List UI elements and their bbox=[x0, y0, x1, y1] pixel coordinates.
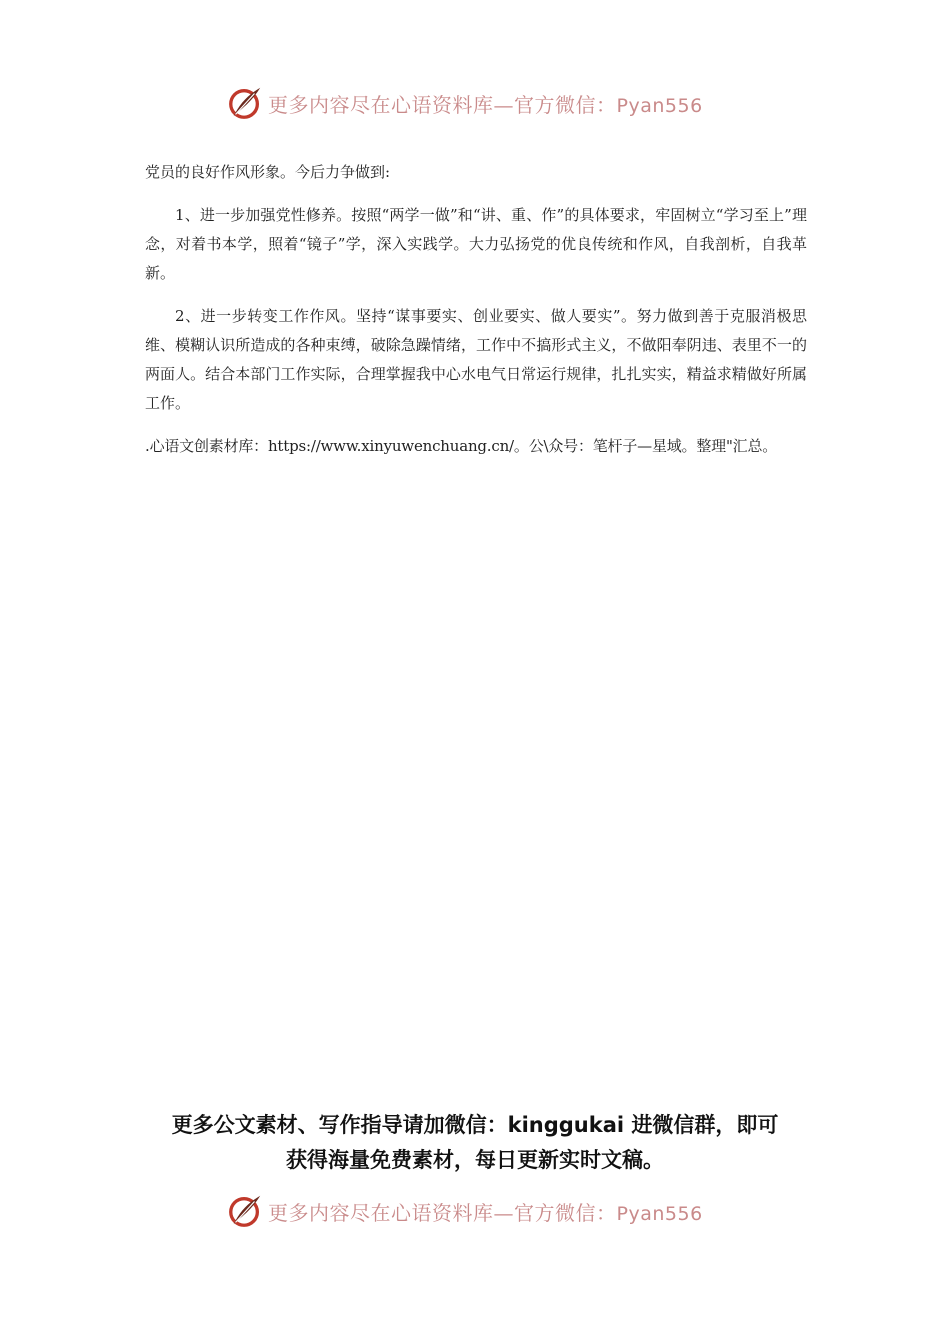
paragraph-item-2: 2、进一步转变工作作风。坚持“谋事要实、创业要实、做人要实”。努力做到善于克服消极思维、模糊认识所造成的各种束缚，破除急躁情绪，工作中不搞形式主义，不做阳奉阴违、表里不一的两面人。结合本部门工作实际，合理掌握我中心水电气日常运行规律，扎扎实实，精益求精做好所属工作。 bbox=[145, 307, 807, 412]
paragraph-item-1: 1、进一步加强党性修养。按照“两学一做”和“讲、重、作”的具体要求，牢固树立“学习至上”理念，对着书本学，照着“镜子”学，深入实践学。大力弘扬党的优良传统和作风，自我剖析，自我革新。 bbox=[145, 206, 807, 282]
banner-text: 更多内容尽在心语资料库—官方微信：Pyan556 bbox=[268, 1200, 703, 1225]
source-note: .心语文创素材库：https://www.xinyuwenchuang.cn/。公\众号：笔杆子—星域。整理"汇总。 bbox=[145, 437, 778, 455]
wechat-handle: Pyan556 bbox=[616, 1202, 703, 1225]
wechat-ad-line-2: 获得海量免费素材，每日更新实时文稿。 bbox=[286, 1148, 664, 1172]
document-body bbox=[145, 158, 807, 475]
paragraph-intro: 党员的良好作风形象。今后力争做到: bbox=[145, 163, 391, 181]
banner-text: 更多内容尽在心语资料库—官方微信：Pyan556 bbox=[268, 92, 703, 117]
footer-banner bbox=[226, 1191, 726, 1231]
wechat-ad bbox=[0, 1108, 950, 1178]
header-banner bbox=[226, 83, 726, 123]
quill-logo-icon bbox=[226, 1192, 264, 1230]
quill-logo-icon bbox=[226, 84, 264, 122]
wechat-ad-line-1: 更多公文素材、写作指导请加微信：kinggukai 进微信群，即可 bbox=[171, 1113, 779, 1137]
wechat-handle: Pyan556 bbox=[616, 94, 703, 117]
